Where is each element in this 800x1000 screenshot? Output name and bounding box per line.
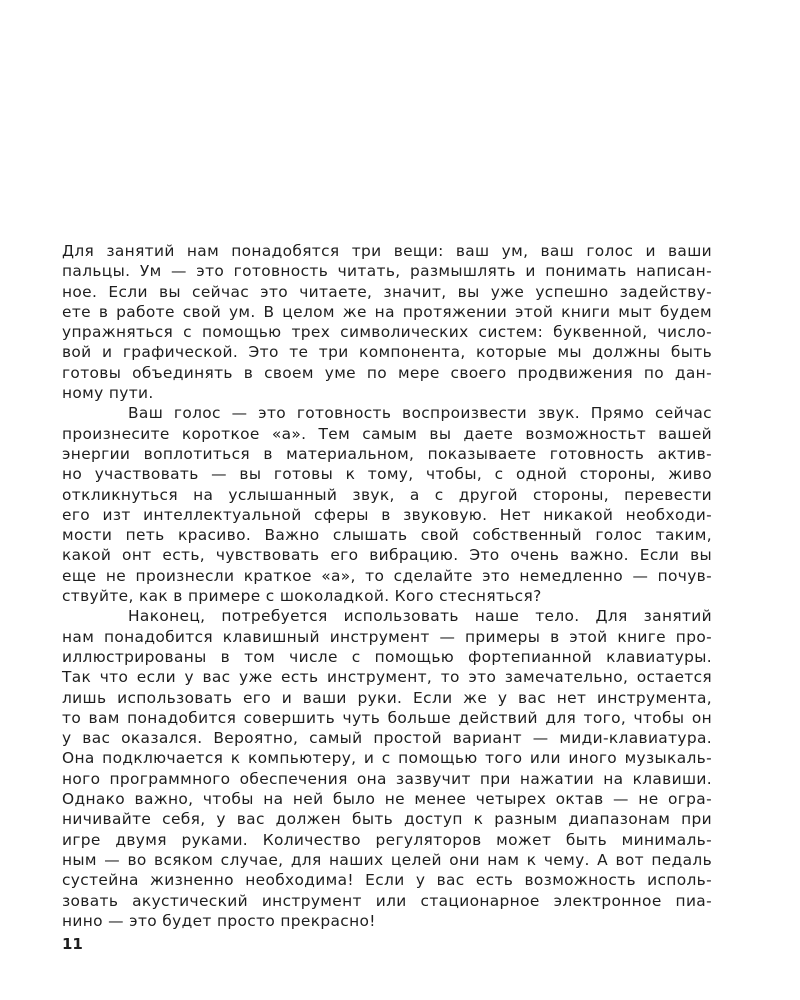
text-line: мости петь красиво. Важно слышать свой собственный голос таким, (62, 526, 712, 545)
text-line: вой и графической. Это те три компонента, которые мы должны быть (62, 343, 712, 362)
text-line: ному пути. (62, 384, 154, 403)
text-line: нам понадобится клавишный инструмент — примеры в этой книге про- (62, 627, 712, 646)
text-line: ничивайте себя, у вас должен быть доступ к разным диапазонам при (62, 810, 712, 829)
text-line: сустейна жизненно необходима! Если у вас есть возможность исполь- (62, 871, 712, 890)
text-line: откликнуться на услышанный звук, а с другой стороны, перевести (62, 485, 712, 504)
text-line: ным — во всяком случае, для наших целей они нам к чему. А вот педаль (62, 850, 712, 869)
text-line: ете в работе свой ум. В целом же на протяжении этой книги мыт будем (62, 302, 712, 321)
text-line: его изт интеллектуальной сферы в звуковую. Нет никакой необходи- (62, 505, 712, 524)
text-line: готовы объединять в своем уме по мере своего продвижения по дан- (62, 363, 712, 382)
text-line: зовать акустический инструмент или стационарное электронное пиа- (62, 891, 712, 910)
text-line: пальцы. Ум — это готовность читать, размышлять и понимать написан- (62, 262, 712, 281)
body-text (62, 241, 712, 931)
text-line: лишь использовать его и ваши руки. Если же у вас нет инструмента, (62, 688, 712, 707)
text-line: игре двумя руками. Количество регуляторов может быть минималь- (62, 830, 712, 849)
text-line: ного программного обеспечения она зазвучит при нажатии на клавиши. (62, 769, 712, 788)
text-line: но участвовать — вы готовы к тому, чтобы, с одной стороны, живо (62, 465, 712, 484)
text-line: у вас оказался. Вероятно, самый простой вариант — миди-клавиатура. (62, 729, 712, 748)
paragraph (62, 403, 712, 606)
text-line: Ваш голос — это готовность воспроизвести звук. Прямо сейчас (128, 404, 712, 423)
text-line: иллюстрированы в том числе с помощью фортепианной клавиатуры. (62, 647, 712, 666)
text-line: произнесите короткое «а». Тем самым вы даете возможностьт вашей (62, 424, 712, 443)
text-line: Однако важно, чтобы на ней было не менее четырех октав — не огра- (62, 790, 712, 809)
page-number: 11 (62, 935, 83, 953)
text-line: Для занятий нам понадобятся три вещи: ваш ум, ваш голос и ваши (62, 242, 712, 260)
text-line: упражняться с помощью трех символических систем: буквенной, число- (62, 323, 712, 342)
text-line: какой онт есть, чувствовать его вибрацию. Это очень важно. Если вы (62, 546, 712, 565)
paragraph (62, 606, 712, 931)
text-line: энергии воплотиться в материальном, показываете готовность актив- (62, 444, 712, 463)
text-line: то вам понадобится совершить чуть больше действий для того, чтобы он (62, 708, 712, 727)
text-line: Наконец, потребуется использовать наше тело. Для занятий (128, 607, 712, 626)
text-line: ное. Если вы сейчас это читаете, значит, вы уже успешно задейству- (62, 282, 712, 301)
text-line: Она подключается к компьютеру, и с помощью того или иного музыкаль- (62, 749, 712, 768)
text-line: ствуйте, как в примере с шоколадкой. Кого стесняться? (62, 587, 542, 606)
paragraph (62, 241, 712, 403)
text-line: Так что если у вас уже есть инструмент, то это замечательно, остается (62, 668, 712, 687)
text-line: еще не произнесли краткое «а», то сделайте это немедленно — почув- (62, 566, 712, 585)
text-line: нино — это будет просто прекрасно! (62, 911, 376, 930)
